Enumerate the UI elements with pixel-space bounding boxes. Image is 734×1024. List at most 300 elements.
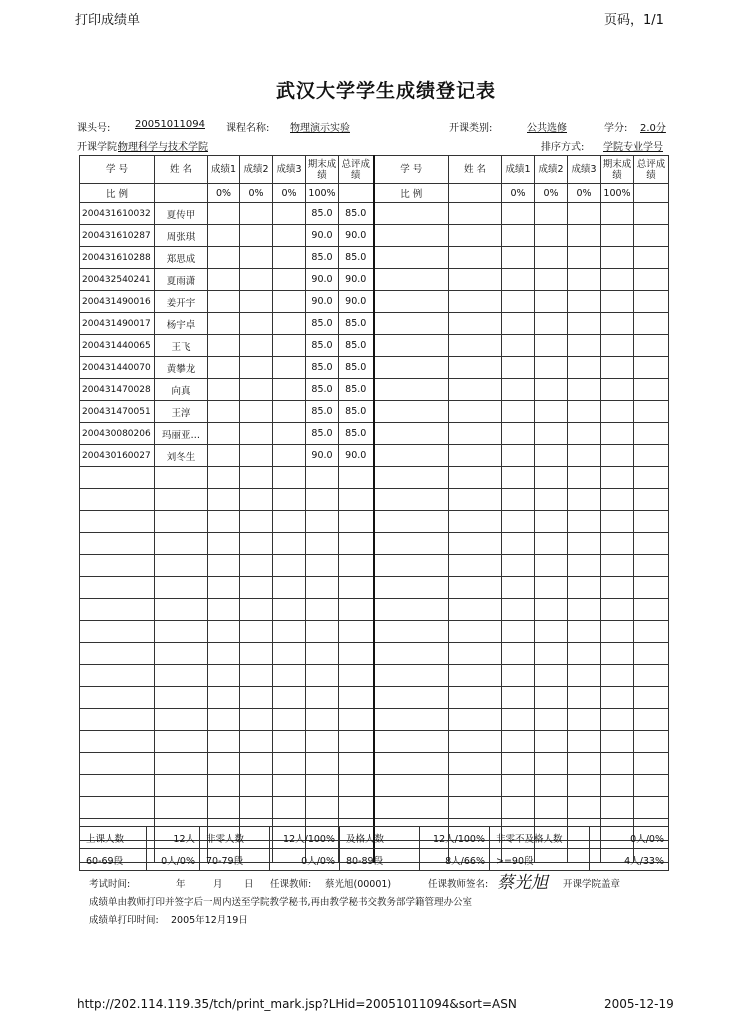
score-1	[208, 401, 240, 423]
score-3	[273, 621, 306, 643]
score-1	[208, 599, 240, 621]
empty-cell	[449, 379, 502, 401]
student-id	[80, 643, 155, 665]
score-1	[208, 225, 240, 247]
empty-cell	[449, 313, 502, 335]
column-header: 姓 名	[155, 156, 208, 184]
empty-cell	[535, 753, 568, 775]
empty-cell	[568, 709, 601, 731]
student-name	[155, 599, 208, 621]
teacher-label: 任课教师:	[270, 879, 312, 890]
column-header: 总评成绩	[339, 156, 374, 184]
total-score	[339, 577, 374, 599]
ratio-value: 100%	[306, 184, 339, 203]
empty-cell	[568, 533, 601, 555]
table-row	[80, 665, 669, 687]
empty-cell	[568, 467, 601, 489]
ratio-value: 100%	[601, 184, 634, 203]
student-name	[155, 687, 208, 709]
empty-cell	[634, 291, 669, 313]
score-1	[208, 335, 240, 357]
credit-label: 学分:	[604, 123, 628, 134]
empty-cell	[601, 489, 634, 511]
ratio-blank	[155, 184, 208, 203]
student-name	[155, 467, 208, 489]
score-2	[240, 775, 273, 797]
empty-cell	[502, 357, 535, 379]
ratio-value: 0%	[502, 184, 535, 203]
student-name: 夏雨潇	[155, 269, 208, 291]
empty-cell	[634, 775, 669, 797]
empty-cell	[535, 687, 568, 709]
empty-cell	[374, 313, 449, 335]
student-name: 王淳	[155, 401, 208, 423]
stat-label: 60-69段	[80, 849, 147, 871]
empty-cell	[568, 775, 601, 797]
empty-cell	[535, 665, 568, 687]
empty-cell	[535, 577, 568, 599]
score-1	[208, 555, 240, 577]
empty-cell	[568, 269, 601, 291]
empty-cell	[449, 687, 502, 709]
score-1	[208, 709, 240, 731]
empty-cell	[502, 291, 535, 313]
student-name: 刘冬生	[155, 445, 208, 467]
stat-value: 12人/100%	[420, 827, 490, 849]
course-no: 20051011094	[135, 119, 205, 130]
score-3	[273, 577, 306, 599]
empty-cell	[374, 357, 449, 379]
student-id: 200431610288	[80, 247, 155, 269]
student-id	[80, 797, 155, 819]
score-3	[273, 445, 306, 467]
empty-cell	[535, 511, 568, 533]
score-2	[240, 797, 273, 819]
score-2	[240, 335, 273, 357]
empty-cell	[568, 621, 601, 643]
empty-cell	[449, 291, 502, 313]
score-1	[208, 203, 240, 225]
empty-cell	[502, 203, 535, 225]
score-3	[273, 401, 306, 423]
empty-cell	[535, 621, 568, 643]
empty-cell	[601, 357, 634, 379]
table-row	[80, 511, 669, 533]
empty-cell	[374, 599, 449, 621]
table-row	[80, 225, 669, 247]
empty-cell	[502, 753, 535, 775]
empty-cell	[634, 247, 669, 269]
student-id: 200431440065	[80, 335, 155, 357]
empty-cell	[449, 709, 502, 731]
credit: 2.0分	[640, 123, 666, 134]
student-id: 200431470051	[80, 401, 155, 423]
total-score: 90.0	[339, 291, 374, 313]
empty-cell	[601, 379, 634, 401]
empty-cell	[634, 379, 669, 401]
empty-cell	[374, 665, 449, 687]
empty-cell	[601, 753, 634, 775]
student-name: 黄攀龙	[155, 357, 208, 379]
final-score	[306, 599, 339, 621]
empty-cell	[634, 731, 669, 753]
table-row	[80, 401, 669, 423]
score-3	[273, 665, 306, 687]
score-3	[273, 511, 306, 533]
empty-cell	[568, 225, 601, 247]
empty-cell	[568, 753, 601, 775]
empty-cell	[601, 467, 634, 489]
score-1	[208, 665, 240, 687]
column-header: 成绩1	[502, 156, 535, 184]
student-name: 王飞	[155, 335, 208, 357]
final-score	[306, 643, 339, 665]
empty-cell	[568, 335, 601, 357]
empty-cell	[568, 247, 601, 269]
empty-cell	[634, 709, 669, 731]
student-id	[80, 467, 155, 489]
table-row	[80, 621, 669, 643]
empty-cell	[502, 621, 535, 643]
empty-cell	[449, 753, 502, 775]
empty-cell	[449, 775, 502, 797]
empty-cell	[535, 247, 568, 269]
table-row	[80, 247, 669, 269]
empty-cell	[449, 555, 502, 577]
empty-cell	[601, 313, 634, 335]
score-2	[240, 687, 273, 709]
student-id	[80, 599, 155, 621]
score-3	[273, 203, 306, 225]
score-3	[273, 423, 306, 445]
table-row	[80, 489, 669, 511]
student-id	[80, 511, 155, 533]
student-name	[155, 511, 208, 533]
final-score: 85.0	[306, 335, 339, 357]
student-name: 周张琪	[155, 225, 208, 247]
student-id	[80, 489, 155, 511]
student-name	[155, 709, 208, 731]
empty-cell	[374, 511, 449, 533]
final-score	[306, 665, 339, 687]
empty-cell	[502, 687, 535, 709]
total-score	[339, 555, 374, 577]
empty-cell	[374, 577, 449, 599]
course-name-label: 课程名称:	[226, 123, 270, 134]
empty-cell	[535, 203, 568, 225]
score-3	[273, 753, 306, 775]
empty-cell	[568, 357, 601, 379]
empty-cell	[535, 643, 568, 665]
column-header: 成绩3	[568, 156, 601, 184]
empty-cell	[535, 357, 568, 379]
score-1	[208, 643, 240, 665]
final-score: 85.0	[306, 401, 339, 423]
table-row	[80, 643, 669, 665]
score-3	[273, 269, 306, 291]
total-score: 85.0	[339, 247, 374, 269]
empty-cell	[568, 577, 601, 599]
teacher-signature: 蔡光旭	[497, 873, 548, 893]
score-3	[273, 731, 306, 753]
total-score: 85.0	[339, 423, 374, 445]
table-row	[80, 423, 669, 445]
empty-cell	[449, 511, 502, 533]
empty-cell	[634, 467, 669, 489]
student-id: 200430080206	[80, 423, 155, 445]
empty-cell	[535, 555, 568, 577]
empty-cell	[535, 797, 568, 819]
empty-cell	[449, 797, 502, 819]
stat-value: 8人/66%	[420, 849, 490, 871]
final-score: 85.0	[306, 313, 339, 335]
score-1	[208, 533, 240, 555]
empty-cell	[502, 599, 535, 621]
empty-cell	[634, 555, 669, 577]
empty-cell	[374, 291, 449, 313]
empty-cell	[449, 489, 502, 511]
score-3	[273, 797, 306, 819]
empty-cell	[601, 401, 634, 423]
score-2	[240, 643, 273, 665]
final-score: 90.0	[306, 269, 339, 291]
empty-cell	[634, 489, 669, 511]
student-id	[80, 621, 155, 643]
final-score	[306, 621, 339, 643]
score-1	[208, 621, 240, 643]
empty-cell	[568, 203, 601, 225]
table-row	[80, 753, 669, 775]
total-score	[339, 731, 374, 753]
ratio-value: 0%	[208, 184, 240, 203]
empty-cell	[634, 687, 669, 709]
final-score: 85.0	[306, 357, 339, 379]
score-2	[240, 577, 273, 599]
score-2	[240, 731, 273, 753]
score-2	[240, 753, 273, 775]
final-score: 85.0	[306, 203, 339, 225]
score-1	[208, 687, 240, 709]
final-score	[306, 467, 339, 489]
empty-cell	[634, 511, 669, 533]
empty-cell	[601, 577, 634, 599]
page-header-left: 打印成绩单	[75, 13, 141, 28]
table-row	[80, 555, 669, 577]
total-score: 85.0	[339, 379, 374, 401]
empty-cell	[568, 731, 601, 753]
student-id	[80, 577, 155, 599]
empty-cell	[601, 775, 634, 797]
print-time-label: 成绩单打印时间:	[89, 915, 159, 926]
score-1	[208, 511, 240, 533]
student-name	[155, 555, 208, 577]
total-score	[339, 599, 374, 621]
page-header-right: 页码，1/1	[604, 13, 664, 28]
empty-cell	[449, 665, 502, 687]
column-header: 学 号	[374, 156, 449, 184]
ratio-value: 0%	[568, 184, 601, 203]
student-name: 姜开宇	[155, 291, 208, 313]
total-score	[339, 665, 374, 687]
grade-table	[79, 155, 669, 863]
empty-cell	[502, 379, 535, 401]
column-header: 总评成绩	[634, 156, 669, 184]
stat-value: 0人/0%	[147, 849, 200, 871]
score-2	[240, 467, 273, 489]
final-score: 90.0	[306, 445, 339, 467]
total-score: 85.0	[339, 203, 374, 225]
table-row	[80, 269, 669, 291]
stat-label: 80-89段	[340, 849, 420, 871]
table-row	[80, 467, 669, 489]
sort: 学院专业学号	[603, 142, 663, 153]
student-name	[155, 489, 208, 511]
stat-label: 70-79段	[200, 849, 270, 871]
empty-cell	[502, 445, 535, 467]
submission-note: 成绩单由教师打印并签字后一周内送至学院教学秘书,再由教学秘书交教务部学籍管理办公室	[89, 897, 473, 908]
stat-label: 及格人数	[340, 827, 420, 849]
empty-cell	[502, 731, 535, 753]
student-id	[80, 555, 155, 577]
final-score	[306, 731, 339, 753]
empty-cell	[449, 203, 502, 225]
score-1	[208, 313, 240, 335]
final-score: 85.0	[306, 247, 339, 269]
student-name: 郑思成	[155, 247, 208, 269]
score-3	[273, 225, 306, 247]
student-name: 杨宇卓	[155, 313, 208, 335]
score-1	[208, 291, 240, 313]
empty-cell	[502, 555, 535, 577]
empty-cell	[374, 621, 449, 643]
score-1	[208, 467, 240, 489]
empty-cell	[449, 533, 502, 555]
final-score	[306, 533, 339, 555]
score-3	[273, 643, 306, 665]
empty-cell	[634, 203, 669, 225]
score-2	[240, 379, 273, 401]
category: 公共选修	[527, 123, 567, 134]
stat-value: 12人/100%	[270, 827, 340, 849]
student-name	[155, 577, 208, 599]
empty-cell	[634, 643, 669, 665]
empty-cell	[634, 621, 669, 643]
total-score	[339, 753, 374, 775]
score-1	[208, 247, 240, 269]
student-id: 200431610287	[80, 225, 155, 247]
empty-cell	[568, 379, 601, 401]
score-1	[208, 445, 240, 467]
ratio-blank	[449, 184, 502, 203]
score-2	[240, 555, 273, 577]
score-2	[240, 357, 273, 379]
page-footer-url[interactable]: http://202.114.119.35/tch/print_mark.jsp?LHid=20051011094&sort=ASN	[77, 997, 517, 1011]
final-score	[306, 489, 339, 511]
student-id: 200431470028	[80, 379, 155, 401]
table-row	[80, 797, 669, 819]
score-3	[273, 247, 306, 269]
column-header: 学 号	[80, 156, 155, 184]
score-3	[273, 775, 306, 797]
ratio-value: 0%	[273, 184, 306, 203]
score-2	[240, 599, 273, 621]
empty-cell	[374, 643, 449, 665]
ratio-value: 0%	[240, 184, 273, 203]
empty-cell	[535, 731, 568, 753]
table-row	[80, 357, 669, 379]
score-2	[240, 269, 273, 291]
empty-cell	[601, 423, 634, 445]
empty-cell	[634, 357, 669, 379]
student-name	[155, 797, 208, 819]
empty-cell	[449, 621, 502, 643]
empty-cell	[502, 269, 535, 291]
empty-cell	[374, 203, 449, 225]
table-row	[80, 313, 669, 335]
empty-cell	[634, 225, 669, 247]
empty-cell	[374, 533, 449, 555]
column-header: 成绩2	[535, 156, 568, 184]
empty-cell	[502, 533, 535, 555]
table-row	[80, 577, 669, 599]
empty-cell	[502, 335, 535, 357]
empty-cell	[502, 423, 535, 445]
empty-cell	[502, 511, 535, 533]
exam-year: 年	[176, 879, 186, 890]
empty-cell	[502, 401, 535, 423]
empty-cell	[568, 401, 601, 423]
score-2	[240, 665, 273, 687]
student-id	[80, 731, 155, 753]
final-score: 85.0	[306, 379, 339, 401]
empty-cell	[374, 555, 449, 577]
student-name	[155, 621, 208, 643]
empty-cell	[568, 291, 601, 313]
score-3	[273, 467, 306, 489]
total-score	[339, 709, 374, 731]
empty-cell	[502, 247, 535, 269]
empty-cell	[601, 621, 634, 643]
total-score	[339, 533, 374, 555]
student-name	[155, 731, 208, 753]
score-2	[240, 533, 273, 555]
empty-cell	[568, 665, 601, 687]
empty-cell	[634, 533, 669, 555]
score-3	[273, 709, 306, 731]
empty-cell	[535, 269, 568, 291]
empty-cell	[374, 775, 449, 797]
empty-cell	[449, 643, 502, 665]
college: 物理科学与技术学院	[118, 142, 208, 153]
score-1	[208, 753, 240, 775]
empty-cell	[568, 643, 601, 665]
score-2	[240, 489, 273, 511]
empty-cell	[568, 445, 601, 467]
total-score: 90.0	[339, 269, 374, 291]
student-name	[155, 643, 208, 665]
empty-cell	[535, 489, 568, 511]
empty-cell	[601, 445, 634, 467]
student-name	[155, 665, 208, 687]
final-score: 85.0	[306, 423, 339, 445]
student-id	[80, 533, 155, 555]
empty-cell	[601, 225, 634, 247]
column-header: 姓 名	[449, 156, 502, 184]
final-score	[306, 709, 339, 731]
column-header: 期末成绩	[306, 156, 339, 184]
stat-value: 0人/0%	[270, 849, 340, 871]
column-header: 成绩1	[208, 156, 240, 184]
